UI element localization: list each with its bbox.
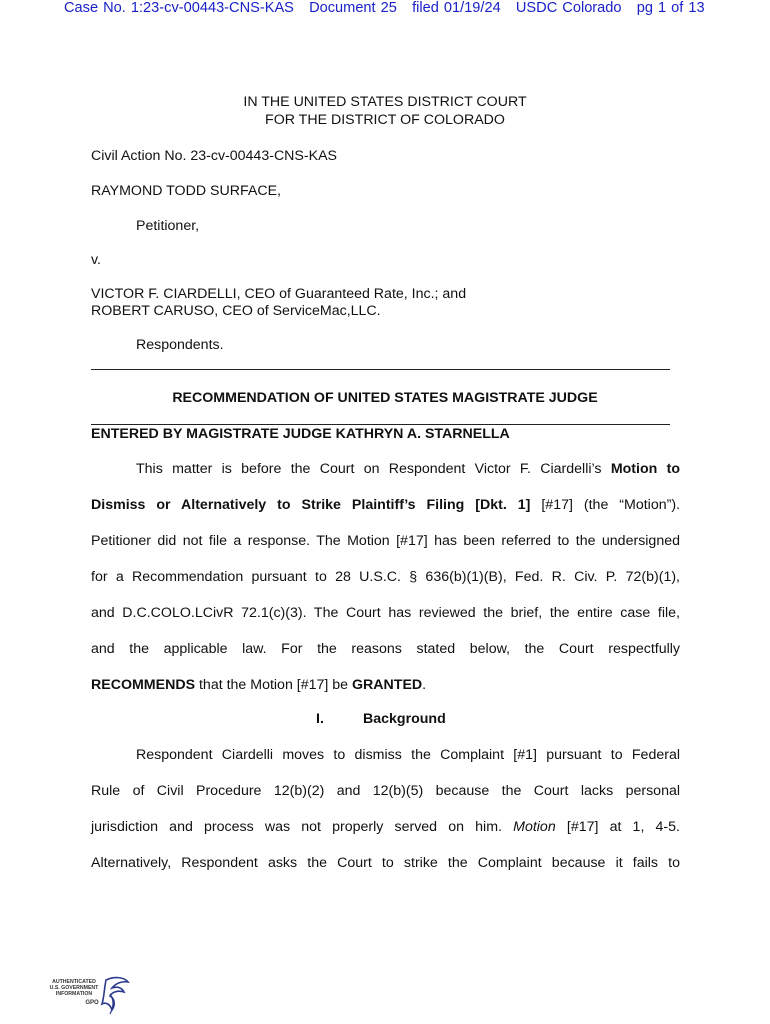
respondent-line1: VICTOR F. CIARDELLI, CEO of Guaranteed Rate, Inc.; and bbox=[91, 286, 467, 302]
para2-line3: jurisdiction and process was not properly served on him. Motion [#17] at 1, 4-5. bbox=[91, 819, 680, 835]
gpo-authentication-logo bbox=[44, 974, 134, 1018]
filed-date: filed 01/19/24 bbox=[412, 0, 501, 16]
respondent-line2: ROBERT CARUSO, CEO of ServiceMac,LLC. bbox=[91, 303, 381, 319]
entered-by: ENTERED BY MAGISTRATE JUDGE KATHRYN A. STARNELLA bbox=[91, 426, 510, 442]
para1-line7: RECOMMENDS that the Motion [#17] be GRANTED. bbox=[91, 677, 427, 693]
section-number: I. bbox=[316, 711, 324, 727]
para2-line1: Respondent Ciardelli moves to dismiss the Complaint [#1] pursuant to Federal bbox=[136, 747, 680, 763]
caption-divider-top bbox=[91, 369, 670, 370]
gpo-line1: AUTHENTICATED bbox=[52, 979, 96, 985]
caption-divider-bottom bbox=[91, 424, 670, 425]
court-heading-line1: IN THE UNITED STATES DISTRICT COURT bbox=[243, 94, 527, 110]
para1-line5: and D.C.COLO.LCivR 72.1(c)(3). The Court has reviewed the brief, the entire case file, bbox=[91, 605, 680, 621]
court-name: USDC Colorado bbox=[515, 0, 622, 16]
para1-line6: and the applicable law. For the reasons stated below, the Court respectfully bbox=[91, 641, 680, 657]
section-title: Background bbox=[363, 711, 446, 727]
versus: v. bbox=[91, 252, 101, 268]
respondent-role: Respondents. bbox=[136, 337, 224, 353]
page-count: pg 1 of 13 bbox=[636, 0, 705, 16]
court-heading-line2: FOR THE DISTRICT OF COLORADO bbox=[265, 112, 505, 128]
para2-line2: Rule of Civil Procedure 12(b)(2) and 12(b)(5) because the Court lacks personal bbox=[91, 783, 680, 799]
para1-line1: This matter is before the Court on Respondent Victor F. Ciardelli’s Motion to bbox=[136, 461, 680, 477]
petitioner-role: Petitioner, bbox=[136, 218, 200, 234]
filing-stamp bbox=[64, 0, 705, 16]
para1-line4: for a Recommendation pursuant to 28 U.S.C. § 636(b)(1)(B), Fed. R. Civ. P. 72(b)(1), bbox=[91, 569, 680, 585]
civil-action-number: Civil Action No. 23-cv-00443-CNS-KAS bbox=[91, 148, 338, 164]
para2-line4: Alternatively, Respondent asks the Court to strike the Complaint because it fails to bbox=[91, 855, 680, 871]
gpo-line2: U.S. GOVERNMENT bbox=[49, 985, 99, 991]
gpo-line3: INFORMATION bbox=[55, 991, 93, 997]
case-number: Case No. 1:23-cv-00443-CNS-KAS bbox=[64, 0, 294, 16]
petitioner-name: RAYMOND TODD SURFACE, bbox=[91, 183, 281, 199]
gpo-mark: GPO bbox=[85, 1000, 99, 1006]
para1-line3: Petitioner did not file a response. The Motion [#17] has been referred to the undersigned bbox=[91, 533, 680, 549]
document-number: Document 25 bbox=[309, 0, 397, 16]
eagle-icon bbox=[102, 978, 128, 1014]
para1-line2: Dismiss or Alternatively to Strike Plaintiff’s Filing [Dkt. 1] [#17] (the “Motion”). bbox=[91, 497, 681, 513]
document-title: RECOMMENDATION OF UNITED STATES MAGISTRATE JUDGE bbox=[172, 390, 598, 406]
